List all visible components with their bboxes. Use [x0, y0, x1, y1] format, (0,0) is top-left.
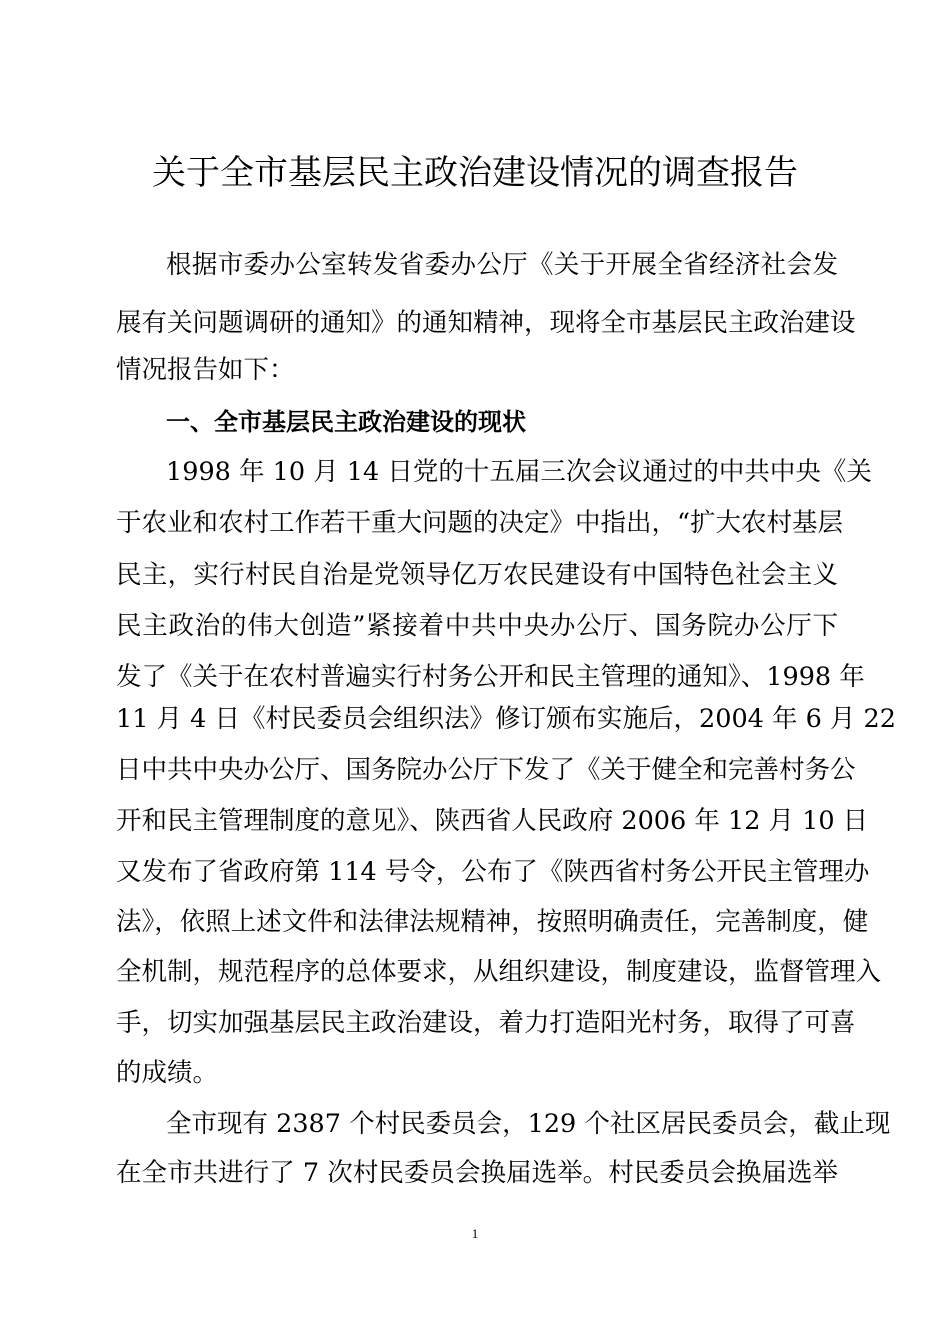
paragraph-line: 于农业和农村工作若干重大问题的决定》中指出，“扩大农村基层 [116, 508, 844, 538]
paragraph-line: 手，切实加强基层民主政治建设，着力打造阳光村务，取得了可喜 [116, 1008, 856, 1038]
paragraph-line: 11 月 4 日《村民委员会组织法》修订颁布实施后，2004 年 6 月 22 [116, 704, 896, 734]
intro-line: 根据市委办公室转发省委办公厅《关于开展全省经济社会发 [166, 250, 838, 280]
paragraph-line: 开和民主管理制度的意见》、陕西省人民政府 2006 年 12 月 10 日 [116, 806, 869, 836]
paragraph-line: 的成绩。 [116, 1058, 219, 1088]
paragraph-line: 民主政治的伟大创造”紧接着中共中央办公厅、国务院办公厅下 [116, 611, 838, 641]
intro-line: 情况报告如下： [116, 355, 295, 385]
paragraph-line: 日中共中央办公厅、国务院办公厅下发了《关于健全和完善村务公 [116, 755, 856, 785]
section-heading: 一、全市基层民主政治建设的现状 [166, 408, 526, 436]
paragraph-line: 在全市共进行了 7 次村民委员会换届选举。村民委员会换届选举 [116, 1158, 838, 1188]
paragraph-line: 发了《关于在农村普遍实行村务公开和民主管理的通知》、1998 年 [116, 662, 865, 692]
paragraph-line: 1998 年 10 月 14 日党的十五届三次会议通过的中共中央《关 [166, 457, 872, 487]
page-number: 1 [471, 1226, 479, 1241]
paragraph-line: 法》，依照上述文件和法律法规精神，按照明确责任，完善制度，健 [116, 907, 869, 937]
intro-line: 展有关问题调研的通知》的通知精神，现将全市基层民主政治建设 [116, 308, 856, 338]
paragraph-line: 全机制，规范程序的总体要求，从组织建设，制度建设，监督管理入 [116, 957, 882, 987]
paragraph-line: 又发布了省政府第 114 号令，公布了《陕西省村务公开民主管理办 [116, 857, 870, 887]
page-title: 关于全市基层民主政治建设情况的调查报告 [152, 153, 798, 193]
paragraph-line: 全市现有 2387 个村民委员会，129 个社区居民委员会，截止现 [166, 1109, 891, 1139]
paragraph-line: 民主，实行村民自治是党领导亿万农民建设有中国特色社会主义 [116, 560, 838, 590]
